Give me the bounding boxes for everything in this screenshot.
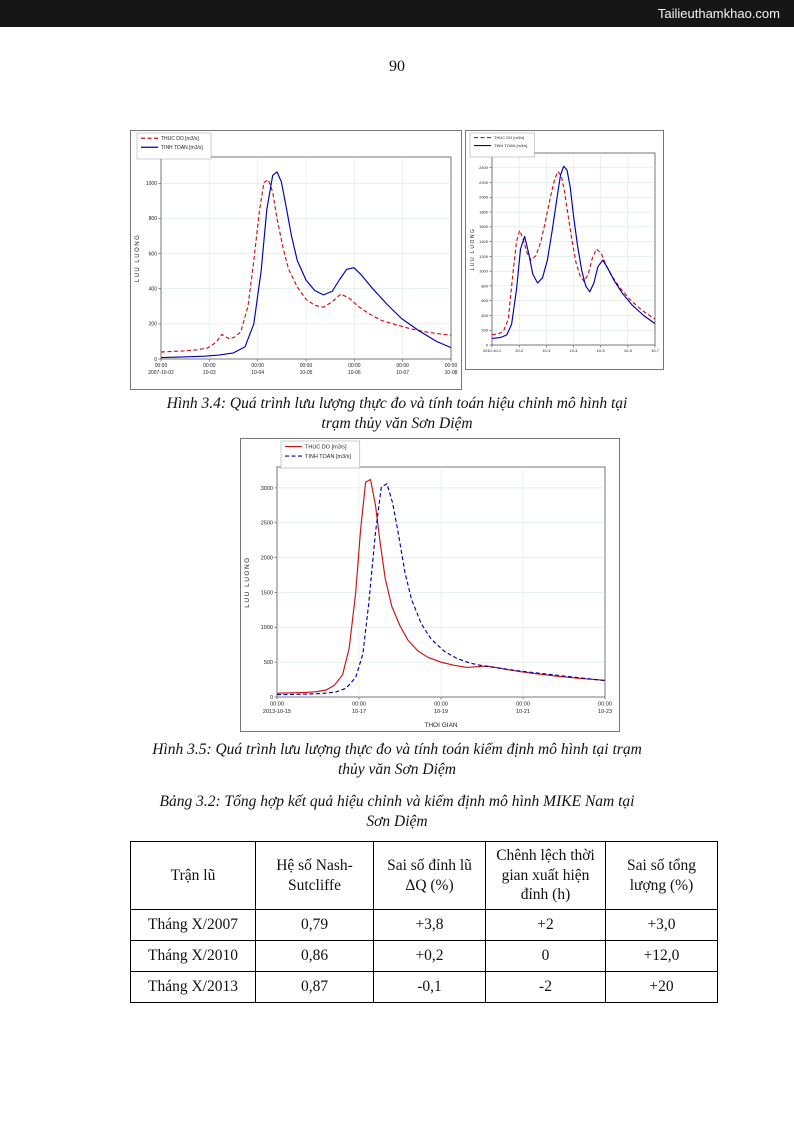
- svg-text:10-03: 10-03: [202, 370, 216, 376]
- svg-text:TINH TOAN [m3/s]: TINH TOAN [m3/s]: [494, 143, 528, 148]
- fig34-caption-line1: Hình 3.4: Quá trình lưu lượng thực đo và tính toán hiệu chỉnh mô hình tại: [166, 395, 628, 412]
- svg-text:LUU LUONG: LUU LUONG: [470, 227, 476, 271]
- svg-text:10-07: 10-07: [396, 370, 410, 376]
- table-header-peak-time-diff: Chênh lệch thời gian xuất hiện đỉnh (h): [486, 842, 606, 910]
- svg-text:1400: 1400: [479, 239, 488, 245]
- svg-text:2007-10-02: 2007-10-02: [148, 370, 174, 376]
- table-header-volume-error: Sai số tổng lượng (%): [606, 842, 718, 910]
- fig35-caption: [0, 740, 794, 781]
- svg-text:0: 0: [485, 342, 488, 348]
- fig34-right-chart: [466, 131, 663, 369]
- svg-text:3000: 3000: [260, 485, 273, 492]
- svg-text:800: 800: [148, 216, 157, 223]
- table-cell: 0: [486, 941, 606, 972]
- table-cell: +3,0: [606, 910, 718, 941]
- svg-text:10-6: 10-6: [623, 348, 632, 353]
- table-cell: 0,79: [256, 910, 374, 941]
- fig35-caption-line2: thủy văn Sơn Diệm: [337, 761, 457, 779]
- site-watermark: Tailieuthamkhao.com: [657, 6, 780, 21]
- svg-text:00:00: 00:00: [516, 701, 530, 708]
- fig34-caption: [0, 394, 794, 435]
- svg-text:1200: 1200: [479, 253, 488, 259]
- svg-text:00:00: 00:00: [203, 363, 216, 369]
- svg-text:10-21: 10-21: [515, 709, 531, 715]
- table-cell: -0,1: [374, 972, 486, 1003]
- fig34-left-panel: [130, 130, 462, 390]
- svg-text:400: 400: [148, 286, 157, 293]
- svg-text:10-05: 10-05: [299, 370, 313, 376]
- table-cell: +20: [606, 972, 718, 1003]
- svg-text:THUC DO [m3/s]: THUC DO [m3/s]: [161, 136, 199, 142]
- svg-text:00:00: 00:00: [348, 363, 361, 369]
- svg-text:600: 600: [148, 251, 157, 258]
- svg-text:00:00: 00:00: [251, 363, 264, 369]
- svg-text:10-4: 10-4: [569, 348, 578, 353]
- fig35-chart: [241, 439, 619, 731]
- fig35-caption-line1: Hình 3.5: Quá trình lưu lượng thực đo và tính toán kiểm định mô hình tại trạm: [152, 741, 642, 758]
- svg-text:0: 0: [269, 694, 273, 701]
- table-cell: 0,86: [256, 941, 374, 972]
- svg-text:00:00: 00:00: [396, 363, 409, 369]
- table-header-peak-error: Sai số đỉnh lũ ΔQ (%): [374, 842, 486, 910]
- svg-text:THUC DO [m3/s]: THUC DO [m3/s]: [305, 444, 347, 451]
- fig34-caption-line2: trạm thủy văn Sơn Diệm: [321, 415, 473, 433]
- table-cell: +3,8: [374, 910, 486, 941]
- svg-text:200: 200: [481, 327, 488, 333]
- svg-text:1500: 1500: [260, 590, 273, 597]
- svg-text:1000: 1000: [260, 625, 273, 632]
- svg-text:200: 200: [148, 321, 157, 328]
- svg-text:10-3: 10-3: [542, 348, 551, 353]
- svg-text:10-17: 10-17: [351, 709, 367, 715]
- table-cell: Tháng X/2013: [131, 972, 256, 1003]
- table-caption: [0, 792, 794, 833]
- svg-text:10-5: 10-5: [596, 348, 605, 353]
- svg-text:10-7: 10-7: [650, 348, 660, 353]
- svg-text:1600: 1600: [479, 224, 488, 230]
- svg-text:500: 500: [263, 660, 273, 667]
- svg-text:2400: 2400: [479, 165, 488, 171]
- table-header-nash: Hệ số Nash-Sutcliffe: [256, 842, 374, 910]
- svg-text:2000: 2000: [260, 555, 273, 562]
- svg-text:10-08: 10-08: [444, 370, 458, 376]
- table-row: [131, 972, 718, 1003]
- svg-text:00:00: 00:00: [154, 363, 168, 369]
- svg-text:400: 400: [481, 312, 488, 318]
- svg-text:TINH TOAN [m3/s]: TINH TOAN [m3/s]: [161, 145, 203, 151]
- results-table: [130, 841, 718, 1003]
- svg-text:00:00: 00:00: [598, 701, 612, 708]
- svg-text:2200: 2200: [479, 179, 488, 185]
- fig35-panel: [240, 438, 620, 732]
- svg-text:2000: 2000: [479, 194, 488, 200]
- table-header-flood: Trận lũ: [131, 842, 256, 910]
- svg-text:LUU LUONG: LUU LUONG: [244, 556, 251, 608]
- svg-text:00:00: 00:00: [444, 363, 458, 369]
- svg-text:800: 800: [481, 283, 488, 289]
- page-number: 90: [389, 58, 405, 75]
- fig34-right-panel: [465, 130, 664, 370]
- svg-text:00:00: 00:00: [299, 363, 313, 369]
- svg-text:00:00: 00:00: [270, 701, 284, 708]
- table-row: [131, 941, 718, 972]
- table-caption-line2: Sơn Diệm: [366, 813, 428, 831]
- fig34-left-chart: [131, 131, 461, 389]
- table-cell: +12,0: [606, 941, 718, 972]
- svg-text:1000: 1000: [145, 181, 157, 188]
- table-caption-line1: Bảng 3.2: Tổng hợp kết quả hiệu chỉnh và kiểm định mô hình MIKE Nam tại: [159, 793, 635, 810]
- svg-text:LUU LUONG: LUU LUONG: [135, 233, 141, 283]
- svg-text:0: 0: [154, 356, 157, 363]
- svg-text:TINH TOAN [m3/s]: TINH TOAN [m3/s]: [305, 454, 351, 460]
- svg-text:10-23: 10-23: [597, 709, 613, 715]
- svg-text:10-2: 10-2: [515, 348, 524, 353]
- table-cell: Tháng X/2007: [131, 910, 256, 941]
- svg-text:1800: 1800: [479, 209, 488, 215]
- svg-text:1000: 1000: [479, 268, 488, 274]
- svg-text:2010-10-1: 2010-10-1: [482, 348, 502, 353]
- site-watermark-bar: [0, 0, 794, 27]
- svg-text:10-04: 10-04: [251, 370, 265, 376]
- table-cell: Tháng X/2010: [131, 941, 256, 972]
- figure-3-5: [240, 438, 620, 732]
- svg-text:THUC DO [m3/s]: THUC DO [m3/s]: [494, 135, 525, 140]
- svg-text:00:00: 00:00: [434, 701, 448, 708]
- figure-3-4: [130, 130, 664, 390]
- table-header-row: [131, 842, 718, 910]
- svg-text:600: 600: [481, 298, 488, 304]
- table-cell: +2: [486, 910, 606, 941]
- svg-text:10-06: 10-06: [347, 370, 361, 376]
- svg-text:2500: 2500: [260, 520, 273, 527]
- table-cell: +0,2: [374, 941, 486, 972]
- svg-text:2013-10-15: 2013-10-15: [262, 709, 292, 715]
- table-cell: 0,87: [256, 972, 374, 1003]
- svg-text:00:00: 00:00: [352, 701, 366, 708]
- svg-text:THOI GIAN: THOI GIAN: [424, 722, 458, 729]
- table-cell: -2: [486, 972, 606, 1003]
- svg-text:10-19: 10-19: [433, 709, 449, 715]
- table-row: [131, 910, 718, 941]
